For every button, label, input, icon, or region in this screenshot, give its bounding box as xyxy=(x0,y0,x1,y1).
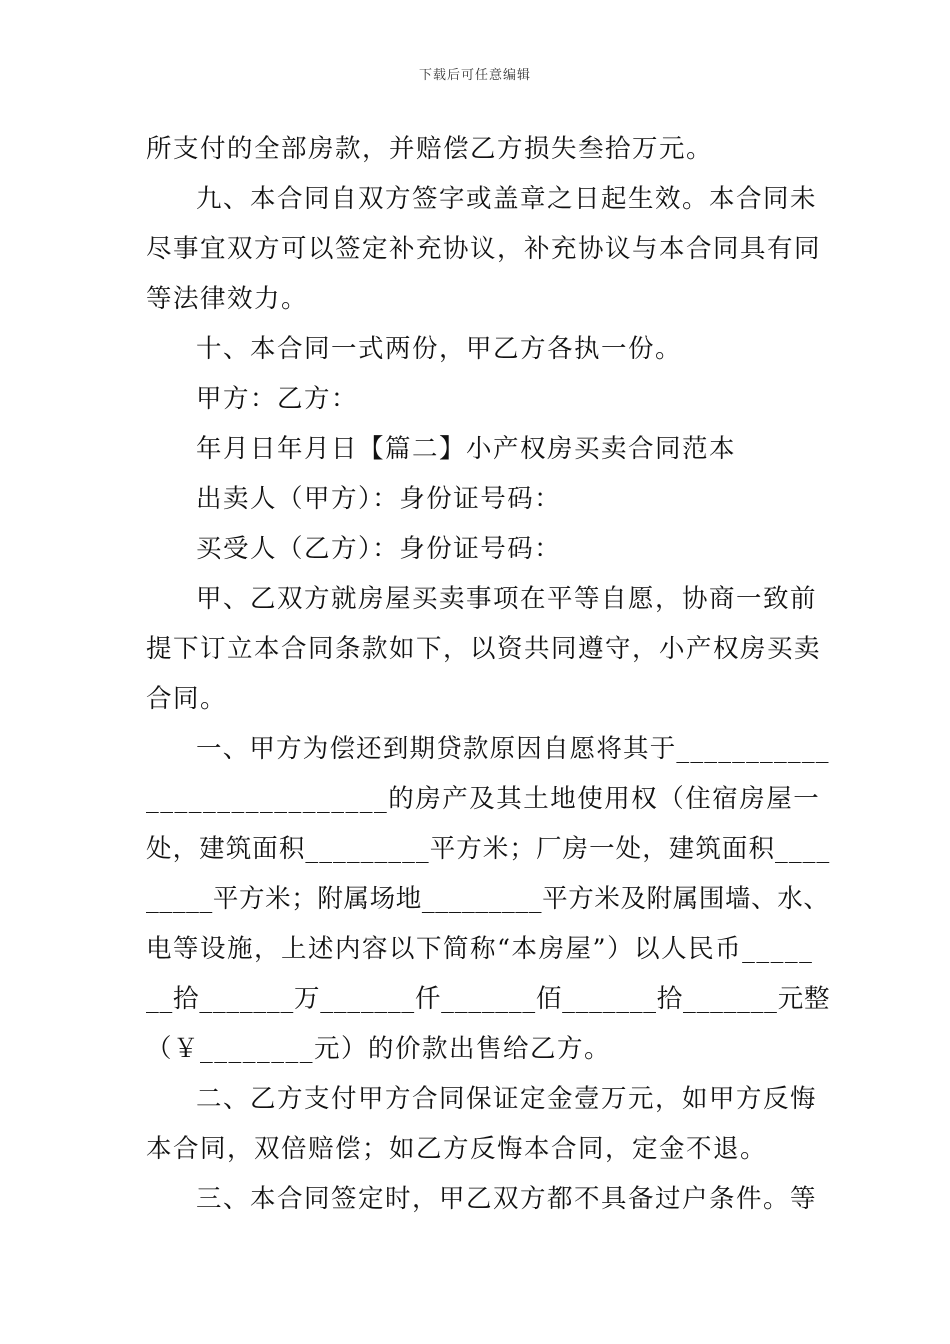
text-line: 三、本合同签定时，甲乙双方都不具备过户条件。等 xyxy=(196,1184,818,1214)
text-line: 九、本合同自双方签字或盖章之日起生效。本合同未 xyxy=(196,184,818,214)
text-line: 年月日年月日【篇二】小产权房买卖合同范本 xyxy=(196,434,737,464)
text-line: 出卖人（甲方）：身份证号码： xyxy=(196,484,562,514)
text-line: _________________的房产及其土地使用权（住宿房屋一 xyxy=(146,784,821,814)
text-line: 本合同，双倍赔偿；如乙方反悔本合同，定金不退。 xyxy=(146,1134,768,1164)
text-line: 二、乙方支付甲方合同保证定金壹万元，如甲方反悔 xyxy=(196,1084,818,1114)
text-line: _____平方米；附属场地_________平方米及附属围墙、水、 xyxy=(146,884,830,914)
text-line: 合同。 xyxy=(146,684,228,714)
text-line: 买受人（乙方）：身份证号码： xyxy=(196,534,562,564)
text-line: __拾_______万_______仟_______佰_______拾_______元整 xyxy=(146,984,831,1014)
text-line: （￥________元）的价款出售给乙方。 xyxy=(146,1034,612,1064)
text-line: 所支付的全部房款，并赔偿乙方损失叁拾万元。 xyxy=(146,134,714,164)
text-line: 电等设施，上述内容以下简称“本房屋”）以人民币_____ xyxy=(146,934,814,964)
page-header: 下载后可任意编辑 xyxy=(418,68,531,83)
text-line: 尽事宜双方可以签定补充协议，补充协议与本合同具有同 xyxy=(146,234,822,264)
text-line: 甲方：乙方： xyxy=(196,384,359,414)
text-line: 甲、乙双方就房屋买卖事项在平等自愿，协商一致前 xyxy=(196,584,818,614)
text-line: 提下订立本合同条款如下，以资共同遵守，小产权房买卖 xyxy=(146,634,822,664)
text-line: 处，建筑面积_________平方米；厂房一处，建筑面积____ xyxy=(146,834,831,864)
text-line: 一、甲方为偿还到期贷款原因自愿将其于___________ xyxy=(196,734,830,764)
text-line: 等法律效力。 xyxy=(146,284,309,314)
text-line: 十、本合同一式两份，甲乙方各执一份。 xyxy=(196,334,683,364)
